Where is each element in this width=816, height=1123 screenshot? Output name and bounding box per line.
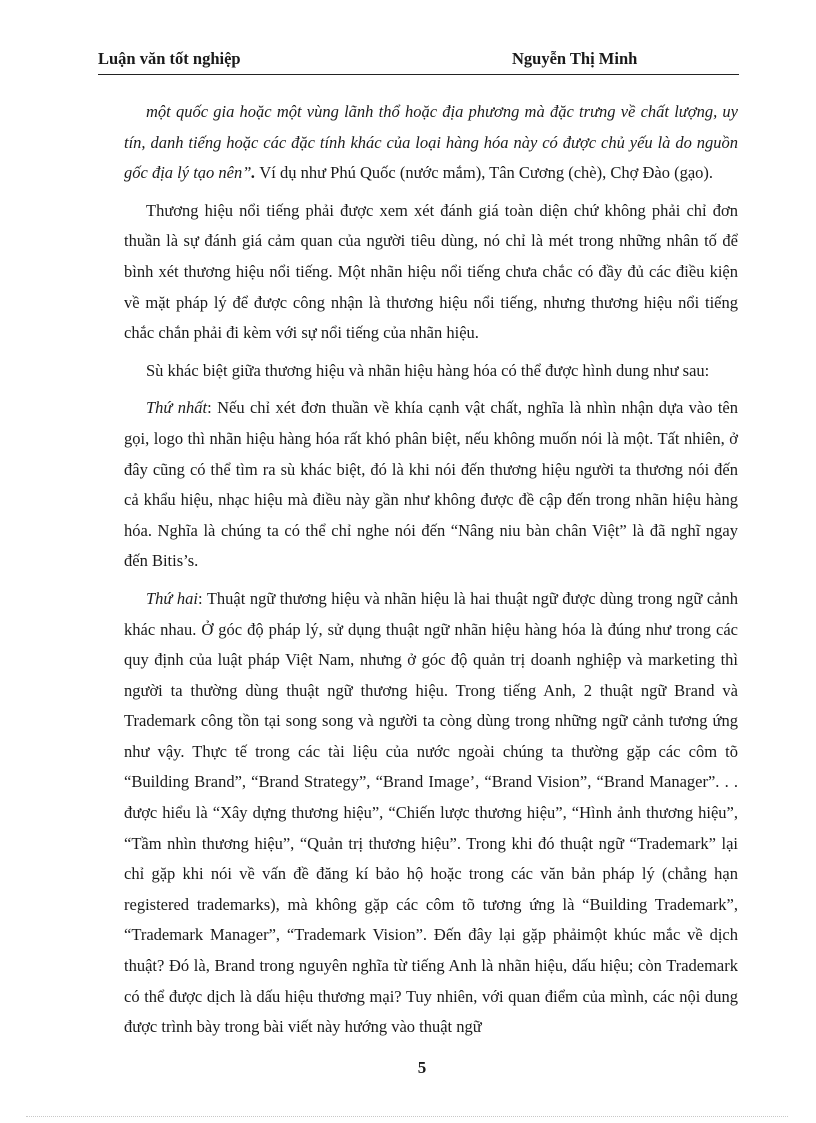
paragraph-5 — [124, 584, 738, 1043]
paragraph-1 — [124, 97, 738, 189]
paragraph-2: Thương hiệu nổi tiếng phải được xem xét đánh giá toàn diện chứ không phải chỉ đơn thuần là sự đánh giá cảm quan của người tiêu dùng, nó chỉ là mét trong những nhân tố để bình xét thương hiệu nổi tiếng. Một nhãn hiệu nổi tiếng chưa chắc có đầy đủ các điều kiện về mặt pháp lý để được công nhận là thương hiệu nổi tiếng, nhưng thương hiệu nổi tiếng chắc chắn phải đi kèm với sự nổi tiếng của nhãn hiệu. — [124, 200, 738, 343]
paragraph-3: Sù khác biệt giữa thương hiệu và nhãn hiệu hàng hóa có thể được hình dung như sau: — [146, 360, 710, 380]
paragraph-5-lead: Thứ hai — [146, 588, 199, 608]
paragraph-4-rest: : Nếu chỉ xét đơn thuần về khía cạnh vật chất, nghĩa là nhìn nhận dựa vào tên gọi, logo thì nhãn hiệu hàng hóa rất khó phân biệt, nếu không muốn nói là một. Tất nhiên, ở đây cũng có thể tìm ra sù khác biệt, đó là khi nói đến thương hiệu người ta thương nói đến cả khẩu hiệu, nhạc hiệu mà điều này gần như không được đề cập đến trong nhãn hiệu hàng hóa. Nghĩa là chúng ta có thể chỉ nghe nói đến “Nâng niu bàn chân Việt” là đã nghĩ ngay đến Bitis’s. — [124, 398, 739, 571]
page-number: 5 — [417, 1058, 427, 1077]
header-title: Luận văn tốt nghiệp — [98, 49, 241, 68]
page-bottom-divider — [26, 1116, 788, 1117]
paragraph-4-lead: Thứ nhất — [146, 398, 208, 418]
document-body — [124, 97, 738, 1050]
header-divider — [98, 74, 739, 75]
paragraph-1-italic: một quốc gia hoặc một vùng lãnh thổ hoặc địa phương mà đặc trưng về chất lượng, uy tín, danh tiếng hoặc các đặc tính khác của loại hàng hóa này có được chủ yếu là do nguồn gốc địa lý tạo nên” — [124, 102, 738, 183]
header-author: Nguyễn Thị Minh — [512, 49, 638, 68]
paragraph-5-rest: : Thuật ngữ thương hiệu và nhãn hiệu là hai thuật ngữ được dùng trong ngữ cảnh khác nhau. Ở góc độ pháp lý, sử dụng thuật ngữ nhãn hiệu hàng hóa là đúng như trong các quy định của luật pháp Việt Nam, nhưng ở góc độ quản trị doanh nghiệp và marketing thì người ta thường dùng thuật ngữ thương hiệu. Trong tiếng Anh, 2 thuật ngữ Brand và Trademark công tồn tại song song và người ta còng dùng trong những ngữ cảnh tương ứng như vậy. Thực tế trong các tài liệu của nước ngoài chúng ta thường gặp các côm tõ “Building Brand”, “Brand Strategy”, “Brand Image’, “Brand Vision”, “Brand Manager”. . . được hiểu là “Xây dựng thương hiệu”, “Chiến lược thương hiệu”, “Hình ảnh thương hiệu”, “Tầm nhìn thương hiệu”, “Quản trị thương hiệu”. Trong khi đó thuật ngữ “Trademark” lại chỉ gặp khi nói về vấn đề đăng kí bảo hộ hoặc trong các văn bản pháp lý (chẳng hạn registered trademarks), mà không gặp các côm tõ tương ứng là “Building Trademark”, “Trademark Manager”, “Trademark Vision”. Đến đây lại gặp phảimột khúc mắc về dịch thuật? Đó là, Brand trong nguyên nghĩa từ tiếng Anh là nhãn hiệu, dấu hiệu; còn Trademark có thể được dịch là dấu hiệu thương mại? Tuy nhiên, với quan điểm của mình, các nội dung được trình bày trong bài viết này hướng vào thuật ngữ — [124, 588, 739, 1037]
page-header — [98, 49, 738, 73]
paragraph-4 — [124, 393, 738, 577]
paragraph-1-mark: . — [251, 163, 256, 183]
paragraph-1-rest: Ví dụ như Phú Quốc (nước mắm), Tân Cương (chè), Chợ Đào (gạo). — [255, 163, 714, 183]
